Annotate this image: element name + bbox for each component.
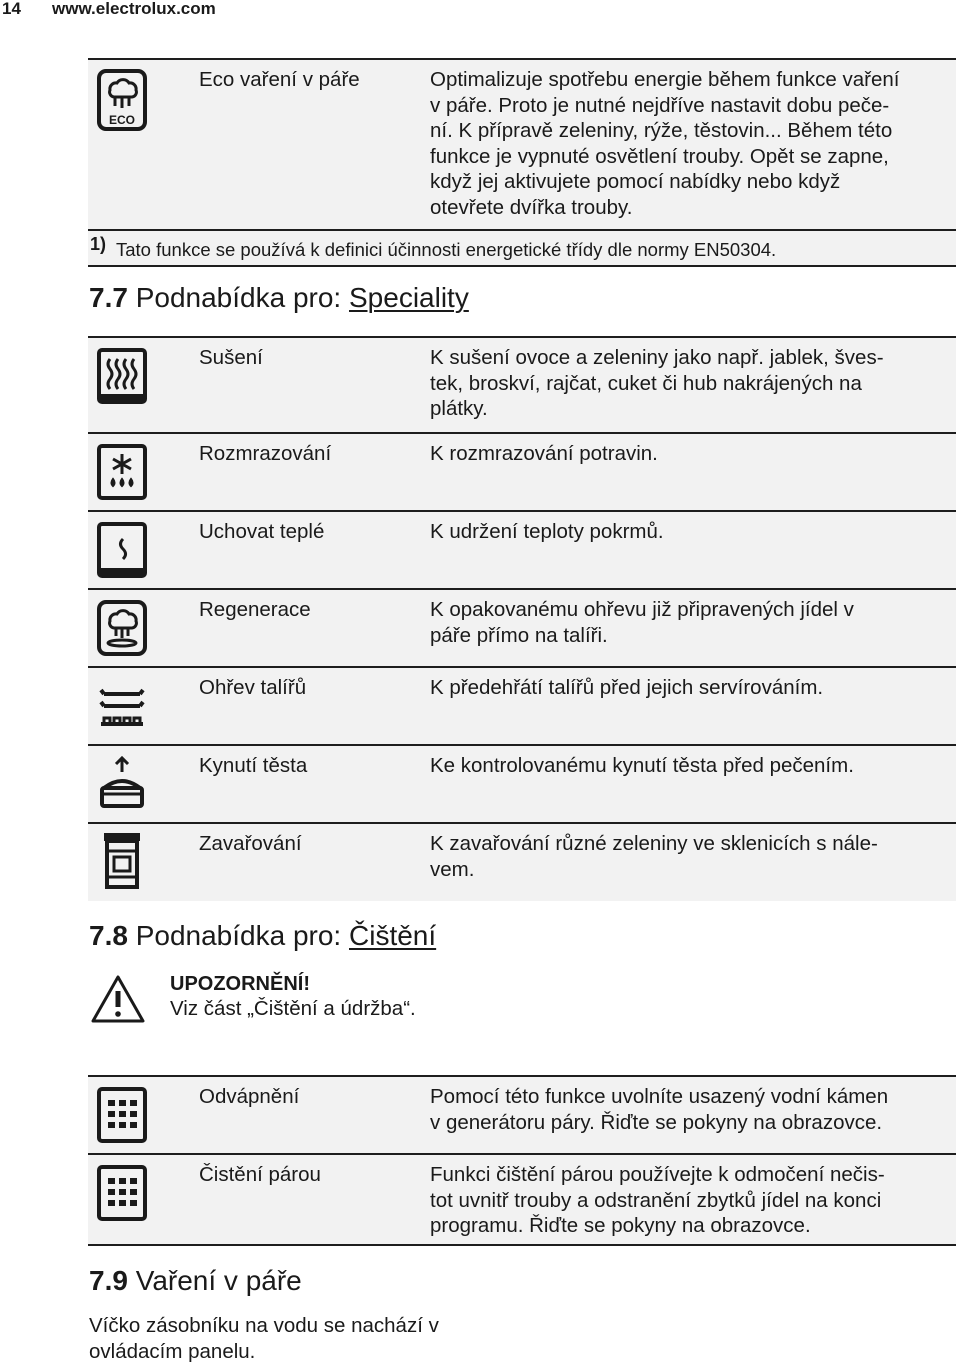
- descaling-icon: [96, 1086, 148, 1142]
- function-name: Odvápnění: [199, 1084, 299, 1110]
- function-name: Zavařování: [199, 831, 302, 857]
- desc-line: v generátoru páry. Řiďte se pokyny na obrazovce.: [430, 1110, 950, 1136]
- table-row: [88, 58, 956, 229]
- page-header: [0, 0, 960, 22]
- table-row: [88, 510, 956, 588]
- desc-line: K sušení ovoce a zeleniny jako např. jablek, šves-: [430, 345, 950, 371]
- steam-cleaning-icon: [96, 1164, 148, 1220]
- row-separator: [88, 666, 956, 668]
- table-row: [88, 336, 956, 432]
- eco-steam-icon: [96, 68, 148, 132]
- table-row: [88, 822, 956, 901]
- row-separator: [88, 744, 956, 746]
- paragraph-line: ovládacím panelu.: [89, 1339, 489, 1364]
- desc-line: když jej aktivujete pomocí nabídky nebo když: [430, 169, 950, 195]
- function-description: [430, 831, 950, 882]
- desc-line: K opakovanému ohřevu již připravených jídel v: [430, 597, 950, 623]
- desc-line: Pomocí této funkce uvolníte usazený vodní kámen: [430, 1084, 950, 1110]
- function-description: [430, 675, 950, 701]
- cleaning-table: [88, 1075, 956, 1246]
- function-name: Ohřev talířů: [199, 675, 306, 701]
- row-separator: [88, 588, 956, 590]
- footnote-mark: 1): [90, 234, 106, 255]
- function-name: Uchovat teplé: [199, 519, 324, 545]
- warning-box: [88, 970, 588, 1030]
- page-number: 14: [2, 0, 21, 19]
- section-number: 7.8: [89, 920, 128, 951]
- function-description: [430, 67, 950, 220]
- desc-line: K rozmrazování potravin.: [430, 441, 950, 467]
- desc-line: tek, broskví, rajčat, cuket či hub nakrájených na: [430, 371, 950, 397]
- desc-line: ní. K přípravě zeleniny, rýže, těstovin... Během této: [430, 118, 950, 144]
- function-name: Rozmrazování: [199, 441, 331, 467]
- table-row: [88, 1075, 956, 1153]
- desc-line: otevřete dvířka trouby.: [430, 195, 950, 221]
- section-number: 7.7: [89, 282, 128, 313]
- eco-icon-label: ECO: [109, 113, 135, 127]
- row-separator: [88, 1075, 956, 1077]
- desc-line: plátky.: [430, 396, 950, 422]
- desc-line: K udržení teploty pokrmů.: [430, 519, 950, 545]
- function-description: [430, 345, 950, 422]
- function-name: Čistění párou: [199, 1162, 321, 1188]
- function-name: Regenerace: [199, 597, 311, 623]
- row-separator: [88, 58, 956, 60]
- desc-line: tot uvnitř trouby a odstranění zbytků jídel na konci: [430, 1188, 950, 1214]
- desc-line: Funkci čištění párou používejte k odmočení nečis-: [430, 1162, 950, 1188]
- table-row: [88, 744, 956, 822]
- row-separator: [88, 432, 956, 434]
- desc-line: v páře. Proto je nutné nejdříve nastavit dobu peče-: [430, 93, 950, 119]
- defrost-icon: [96, 443, 148, 499]
- section-heading-7-7: [89, 282, 469, 314]
- section-link-speciality[interactable]: Speciality: [349, 282, 469, 313]
- keep-warm-icon: [96, 521, 148, 577]
- table-row: [88, 666, 956, 744]
- function-description: [430, 1084, 950, 1135]
- section-title: Podnabídka pro:: [136, 282, 342, 313]
- function-name: Eco vaření v páře: [199, 67, 360, 93]
- desc-line: Ke kontrolovanému kynutí těsta před pečením.: [430, 753, 950, 779]
- desc-line: Optimalizuje spotřebu energie během funkce vaření: [430, 67, 950, 93]
- dough-proving-icon: [96, 752, 148, 808]
- table-row: [88, 588, 956, 666]
- function-description: [430, 753, 950, 779]
- footnote: [88, 229, 956, 267]
- function-name: Kynutí těsta: [199, 753, 307, 779]
- desc-line: K zavařování různé zeleniny ve sklenicích s nále-: [430, 831, 950, 857]
- function-description: [430, 597, 950, 648]
- footnote-text: Tato funkce se používá k definici účinnosti energetické třídy dle normy EN50304.: [116, 239, 776, 261]
- function-description: [430, 1162, 950, 1239]
- regenerate-icon: [96, 599, 148, 655]
- desc-line: páře přímo na talíři.: [430, 623, 950, 649]
- section-number: 7.9: [89, 1265, 128, 1296]
- warning-text: Viz část „Čištění a údržba“.: [170, 997, 416, 1021]
- function-name: Sušení: [199, 345, 263, 371]
- section-link-cleaning[interactable]: Čištění: [349, 920, 436, 951]
- preserving-icon: [96, 831, 148, 887]
- speciality-table: [88, 336, 956, 901]
- section-heading-7-8: [89, 920, 436, 952]
- row-separator: [88, 822, 956, 824]
- warning-title: UPOZORNĚNÍ!: [170, 973, 310, 996]
- drying-icon: [96, 347, 148, 403]
- section-heading-7-9: [89, 1265, 302, 1297]
- warning-triangle-icon: [90, 974, 146, 1024]
- site-url: www.electrolux.com: [52, 0, 216, 19]
- function-description: [430, 519, 950, 545]
- desc-line: K předehřátí talířů před jejich servírováním.: [430, 675, 950, 701]
- desc-line: funkce je vypnuté osvětlení trouby. Opět se zapne,: [430, 144, 950, 170]
- desc-line: programu. Řiďte se pokyny na obrazovce.: [430, 1213, 950, 1239]
- paragraph-line: Víčko zásobníku na vodu se nachází v: [89, 1313, 489, 1339]
- table-bottom-border: [88, 1244, 956, 1246]
- function-description: [430, 441, 950, 467]
- row-separator: [88, 510, 956, 512]
- desc-line: vem.: [430, 857, 950, 883]
- eco-table: [88, 58, 956, 229]
- table-row: [88, 432, 956, 510]
- table-row: [88, 1153, 956, 1246]
- row-separator: [88, 1153, 956, 1155]
- section-title: Podnabídka pro:: [136, 920, 342, 951]
- row-separator: [88, 336, 956, 338]
- section-paragraph: [89, 1313, 489, 1364]
- plate-warming-icon: [96, 684, 148, 740]
- section-title: Vaření v páře: [136, 1265, 302, 1296]
